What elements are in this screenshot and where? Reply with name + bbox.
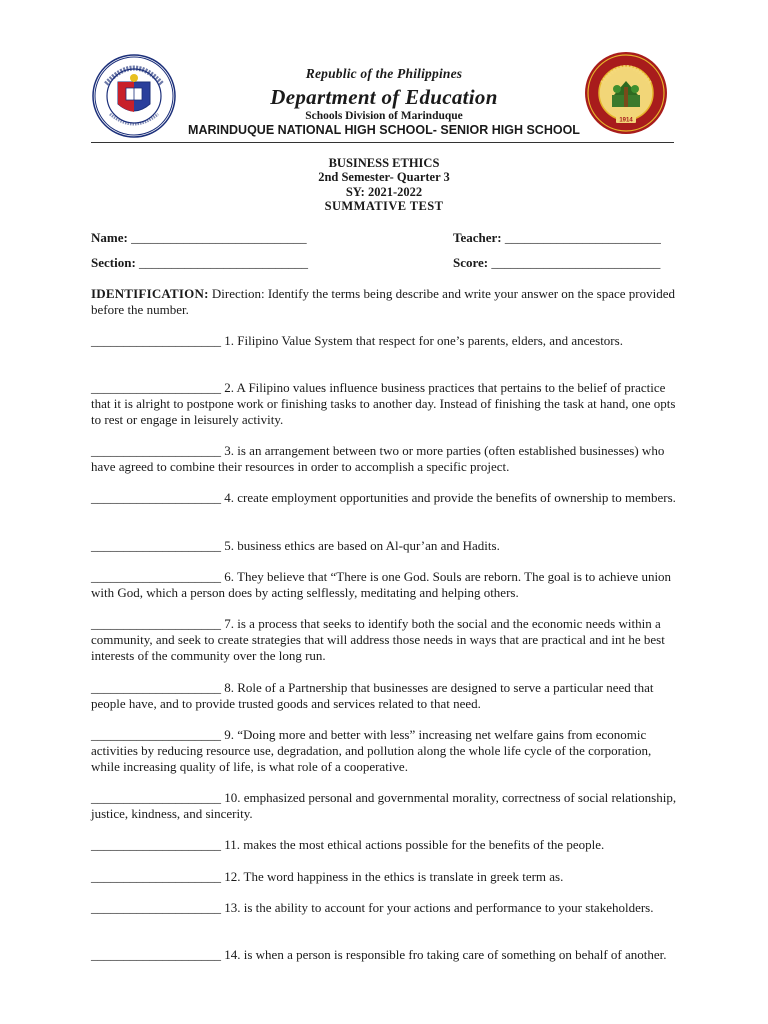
subject-title: BUSINESS ETHICS [328,156,440,170]
question-item [91,727,677,774]
school-heading: MARINDUQUE NATIONAL HIGH SCHOOL- SENIOR HIGH SCHOOL [188,123,580,137]
question-item [91,790,677,822]
name-blank[interactable]: ___________________________ [131,230,307,245]
department-heading: Department of Education [270,85,498,109]
question-text: 4. create employment opportunities and provide the benefits of ownership to members. [221,490,676,505]
answer-blank[interactable]: ____________________ [91,333,221,348]
question-text: 12. The word happiness in the ethics is translate in greek term as. [221,869,564,884]
answer-blank[interactable]: ____________________ [91,380,221,395]
identification-label: IDENTIFICATION: [91,286,209,301]
republic-heading: Republic of the Philippines [305,66,463,81]
question-item [91,333,677,349]
answer-blank[interactable]: ____________________ [91,900,221,915]
question-text: 14. is when a person is responsible fro taking care of something on behalf of another. [221,947,667,962]
answer-blank[interactable]: ____________________ [91,790,221,805]
question-item [91,947,677,963]
question-text: 2. A Filipino values influence business practices that pertains to the belief of practice that it is alright to postpone work or finishing tasks to another day. Instead of finishing the task at hand, one opts to rest or engage in leisurely activity. [91,380,676,427]
question-text: 7. is a process that seeks to identify both the social and the economic needs within a community, and seek to create strategies that will address those needs in ways that are practical and int he best interests of the community over the long run. [91,616,665,663]
answer-blank[interactable]: ____________________ [91,869,221,884]
score-field[interactable] [453,255,660,271]
semester-title: 2nd Semester- Quarter 3 [318,170,450,184]
name-field[interactable] [91,230,307,246]
question-text: 3. is an arrangement between two or more parties (often established businesses) who have agreed to combine their resources in order to accomplish a specific project. [91,443,665,474]
answer-blank[interactable]: ____________________ [91,569,221,584]
score-label: Score: [453,255,489,270]
question-text: 1. Filipino Value System that respect for one’s parents, elders, and ancestors. [221,333,623,348]
question-item [91,380,677,427]
question-item [91,443,677,475]
question-item [91,680,677,712]
identification-direction [91,286,677,318]
section-label: Section: [91,255,136,270]
division-heading: Schools Division of Marinduque [305,110,463,122]
answer-blank[interactable]: ____________________ [91,538,221,553]
answer-blank[interactable]: ____________________ [91,837,221,852]
direction-text: Direction: Identify the terms being describe and write your answer on the space provided before the number. [91,286,676,317]
question-item [91,538,677,554]
answer-blank[interactable]: ____________________ [91,490,221,505]
question-item [91,837,677,853]
question-item [91,869,677,885]
answer-blank[interactable]: ____________________ [91,947,221,962]
question-item [91,490,677,506]
answer-blank[interactable]: ____________________ [91,443,221,458]
section-blank[interactable]: __________________________ [139,255,309,270]
score-blank[interactable]: __________________________ [491,255,661,270]
question-text: 10. emphasized personal and governmental morality, correctness of social relationship, justice, kindness, and sincerity. [91,790,677,821]
question-text: 5. business ethics are based on Al-qur’an and Hadits. [221,538,500,553]
question-item [91,616,677,663]
teacher-field[interactable] [453,230,661,246]
header-divider [91,142,674,143]
section-field[interactable] [91,255,308,271]
name-label: Name: [91,230,128,245]
question-text: 11. makes the most ethical actions possible for the benefits of the people. [221,837,605,852]
question-item [91,900,677,916]
school-year-title: SY: 2021-2022 [345,185,423,199]
test-title: SUMMATIVE TEST [324,199,444,213]
answer-blank[interactable]: ____________________ [91,727,221,742]
teacher-blank[interactable]: ________________________ [504,230,661,245]
question-item [91,569,677,601]
question-text: 6. They believe that “There is one God. Souls are reborn. The goal is to achieve union with God, which a person does by acting selflessly, meditating and helping others. [91,569,672,600]
svg-text:1914: 1914 [619,117,633,124]
question-text: 8. Role of a Partnership that businesses are designed to serve a particular need that people have, and to provide trusted goods and services related to that need. [91,680,654,711]
question-text: 13. is the ability to account for your actions and performance to your stakeholders. [221,900,654,915]
question-text: 9. “Doing more and better with less” increasing net welfare gains from economic activities by reducing resource use, degradation, and pollution along the whole life cycle of the corporation, while increasing quality of life, is what role of a cooperative. [91,727,652,774]
answer-blank[interactable]: ____________________ [91,680,221,695]
answer-blank[interactable]: ____________________ [91,616,221,631]
teacher-label: Teacher: [453,230,502,245]
